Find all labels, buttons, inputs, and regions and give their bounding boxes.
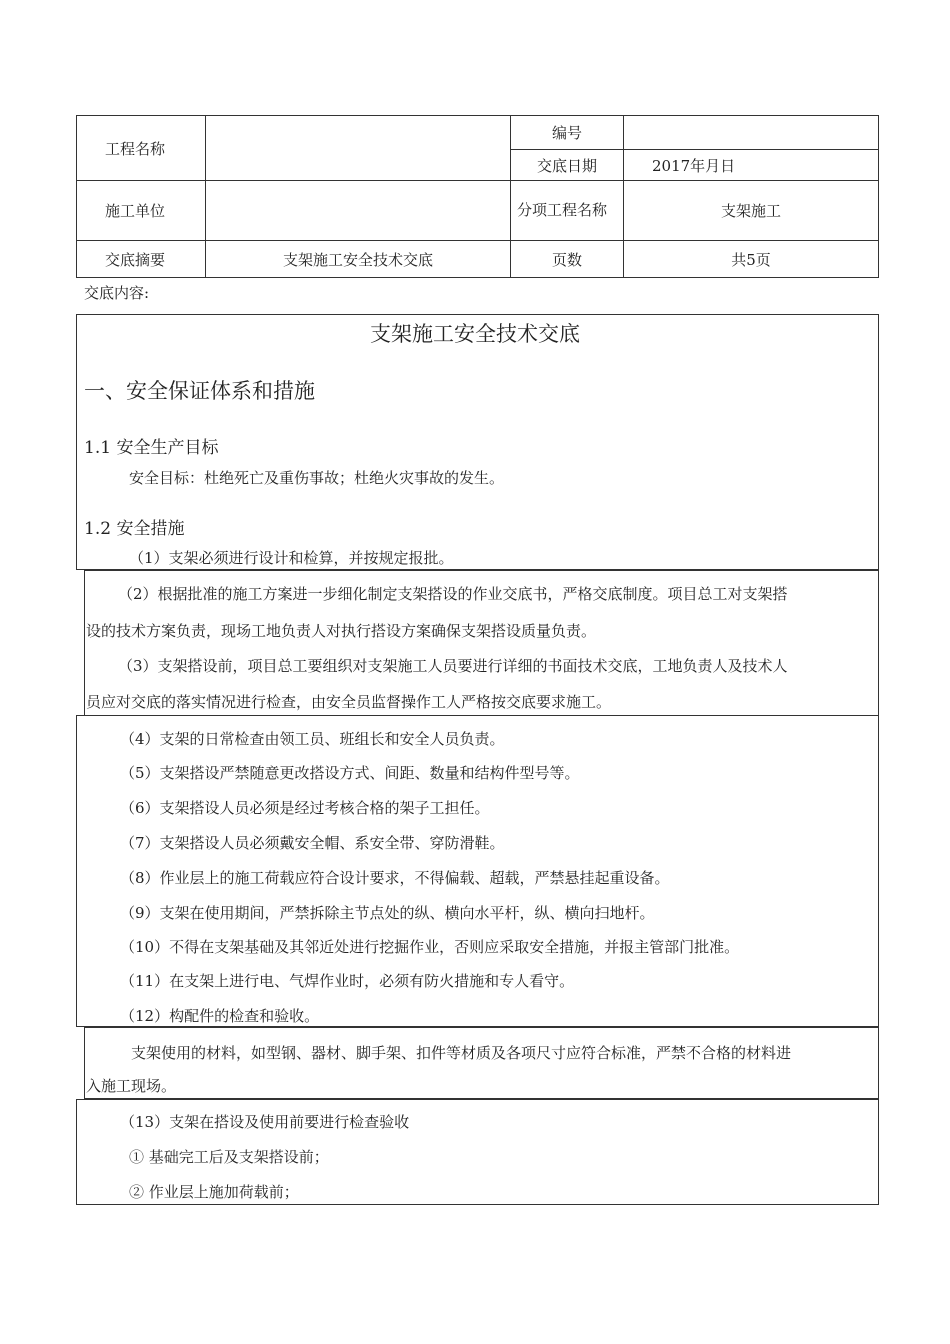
unit-label: 施工单位 <box>77 181 206 241</box>
date-value: 2017年月日 <box>624 150 879 181</box>
subsection-heading-1-1: 1.1 安全生产目标 <box>84 438 219 458</box>
content-label: 交底内容: <box>84 284 150 302</box>
measure-item: （1）支架必须进行设计和检算，并按规定报批。 <box>129 549 454 567</box>
section-heading: 一、安全保证体系和措施 <box>84 379 315 403</box>
safety-goal: 安全目标：杜绝死亡及重伤事故；杜绝火灾事故的发生。 <box>129 469 505 487</box>
measure-item: （8）作业层上的施工荷载应符合设计要求，不得偏载、超载，严禁悬挂起重设备。 <box>120 869 670 887</box>
measure-item-cont: 设的技术方案负责，现场工地负责人对执行搭设方案确保支架搭设质量负责。 <box>86 622 597 640</box>
header-table <box>76 115 879 278</box>
measure-item-cont: 员应对交底的落实情况进行检查，由安全员监督操作工人严格按交底要求施工。 <box>86 693 612 711</box>
summary-value: 支架施工安全技术交底 <box>206 241 511 278</box>
sub-project-value: 支架施工 <box>624 181 879 241</box>
project-name-value <box>206 116 511 181</box>
project-name-label: 工程名称 <box>77 116 206 181</box>
unit-value <box>206 181 511 241</box>
measure-item: （11）在支架上进行电、气焊作业时，必须有防火措施和专人看守。 <box>120 972 575 990</box>
sub-project-label: 分项工程名称 <box>511 181 624 241</box>
measure-item: （3）支架搭设前，项目总工要组织对支架施工人员要进行详细的书面技术交底，工地负责人及技术人 <box>118 657 788 675</box>
measure-item: （10）不得在支架基础及其邻近处进行挖掘作业，否则应采取安全措施，并报主管部门批准。 <box>120 938 740 956</box>
summary-label: 交底摘要 <box>77 241 206 278</box>
pages-label: 页数 <box>511 241 624 278</box>
materials-text-cont: 入施工现场。 <box>86 1077 177 1095</box>
measure-item: （13）支架在搭设及使用前要进行检查验收 <box>120 1113 410 1131</box>
check-item: ② 作业层上施加荷载前； <box>129 1183 299 1201</box>
measure-item: （9）支架在使用期间，严禁拆除主节点处的纵、横向水平杆，纵、横向扫地杆。 <box>120 904 655 922</box>
pages-value: 共5页 <box>624 241 879 278</box>
number-label: 编号 <box>511 116 624 150</box>
measure-item: （7）支架搭设人员必须戴安全帽、系安全带、穿防滑鞋。 <box>120 834 505 852</box>
date-label: 交底日期 <box>511 150 624 181</box>
measure-item: （2）根据批准的施工方案进一步细化制定支架搭设的作业交底书，严格交底制度。项目总工对支架搭 <box>118 585 788 603</box>
measure-item: （4）支架的日常检查由领工员、班组长和安全人员负责。 <box>120 730 505 748</box>
measure-item: （12）构配件的检查和验收。 <box>120 1007 320 1025</box>
materials-text: 支架使用的材料，如型钢、器材、脚手架、扣件等材质及各项尺寸应符合标准，严禁不合格的材料进 <box>131 1044 792 1062</box>
measure-item: （6）支架搭设人员必须是经过考核合格的架子工担任。 <box>120 799 490 817</box>
subsection-heading-1-2: 1.2 安全措施 <box>84 519 185 539</box>
doc-title: 支架施工安全技术交底 <box>370 322 580 346</box>
number-value <box>624 116 879 150</box>
check-item: ① 基础完工后及支架搭设前； <box>129 1148 329 1166</box>
content-box-4 <box>84 1027 879 1099</box>
measure-item: （5）支架搭设严禁随意更改搭设方式、间距、数量和结构件型号等。 <box>120 764 580 782</box>
